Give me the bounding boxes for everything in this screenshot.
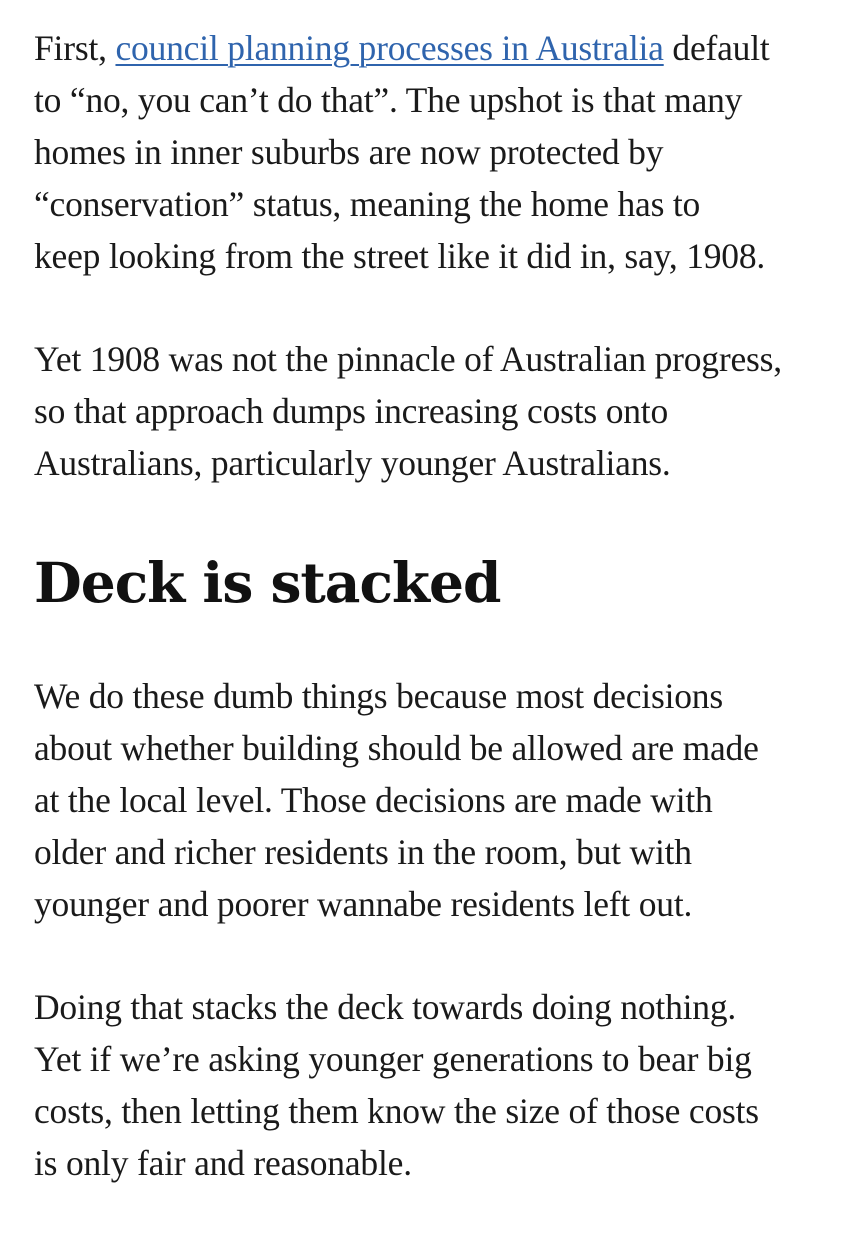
article-body (34, 22, 834, 1240)
paragraph (34, 670, 834, 930)
section-heading: Deck is stacked (34, 550, 501, 615)
paragraph-line: at the local level. Those decisions are made with (34, 780, 713, 820)
council-planning-link[interactable]: council planning processes in Australia (115, 28, 664, 68)
paragraph-line: costs, then letting them know the size of those costs (34, 1091, 759, 1131)
paragraph-line: so that approach dumps increasing costs onto (34, 391, 669, 431)
paragraph-line: “conservation” status, meaning the home has to (34, 184, 701, 224)
paragraph-line: Doing that stacks the deck towards doing nothing. (34, 987, 737, 1027)
paragraph-lead-text: First, (34, 28, 116, 68)
paragraph-line: keep looking from the street like it did in, say, 1908. (34, 236, 766, 276)
paragraph-line: to “no, you can’t do that”. The upshot is that many (34, 80, 743, 120)
paragraph-line: homes in inner suburbs are now protected by (34, 132, 664, 172)
paragraph (34, 981, 834, 1189)
paragraph-line: We do these dumb things because most decisions (34, 676, 723, 716)
paragraph-line: older and richer residents in the room, but with (34, 832, 692, 872)
paragraph-line: Yet if we’re asking younger generations to bear big (34, 1039, 752, 1079)
paragraph-line: Australians, particularly younger Australians. (34, 443, 671, 483)
paragraph-line-tail: default (663, 28, 770, 68)
paragraph-line (34, 22, 834, 74)
paragraph-line: Yet 1908 was not the pinnacle of Australian progress, (34, 339, 782, 379)
paragraph-line: younger and poorer wannabe residents left out. (34, 884, 693, 924)
paragraph-line: is only fair and reasonable. (34, 1143, 412, 1183)
paragraph (34, 22, 834, 282)
paragraph-line: about whether building should be allowed are made (34, 728, 759, 768)
paragraph (34, 333, 834, 489)
